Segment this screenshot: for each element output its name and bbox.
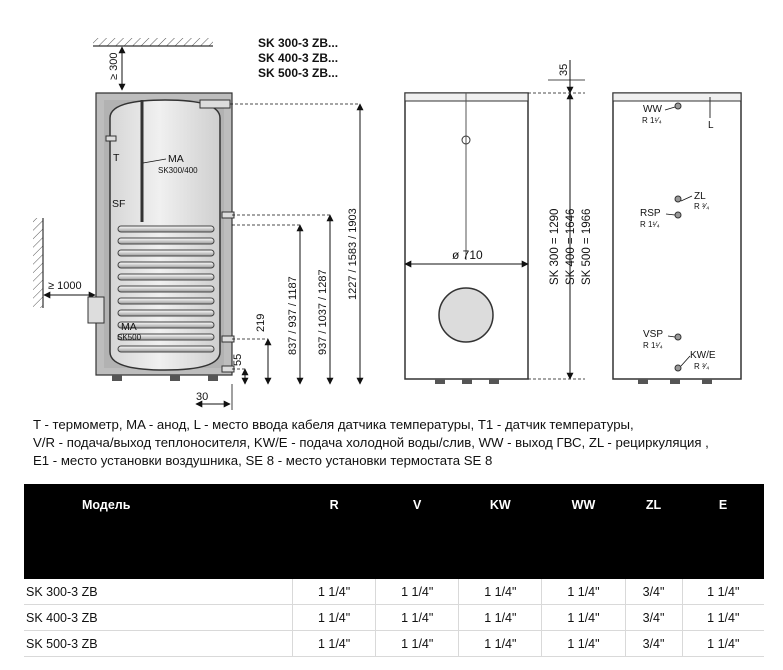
cell: 1 1/4" [293, 579, 376, 605]
dim-h-top: 1227 / 1583 / 1903 [347, 208, 359, 300]
dim-h-lower: 219 [255, 313, 267, 332]
label-ma-note: SK300/400 [158, 166, 198, 175]
cell: 3/4" [625, 579, 682, 605]
dim-diameter: ø 710 [452, 248, 483, 262]
cell: 1 1/4" [459, 579, 542, 605]
label-ma2-note: SK500 [117, 333, 142, 342]
legend-line-1: T - термометр, MA - анод, L - место ввода кабеля датчика температуры, T1 - датчик температуры, [33, 417, 634, 432]
label-rsp: RSP [640, 208, 661, 219]
cell-model: SK 400-3 ZB [24, 605, 293, 631]
dim-h-upper: 937 / 1037 / 1287 [317, 269, 329, 355]
col-ww: WW [542, 484, 625, 579]
label-ma2: MA [121, 321, 137, 333]
ceiling-hatch [93, 38, 213, 46]
label-l: L [708, 120, 714, 131]
table-row [24, 579, 764, 605]
cell: 1 1/4" [682, 605, 764, 631]
cell: 1 1/4" [542, 605, 625, 631]
svg-text:SK 300 = 1290: SK 300 = 1290 [549, 208, 561, 285]
label-rsp-size: R 1¹⁄₄ [640, 220, 660, 229]
tank-front [405, 93, 528, 384]
col-kw: KW [459, 484, 542, 579]
label-t: T [113, 152, 120, 164]
model-400: SK 400-3 ZB... [258, 51, 339, 65]
cell: 1 1/4" [682, 579, 764, 605]
dim-offset: 30 [196, 391, 209, 403]
table-row [24, 605, 764, 631]
wall-hatch [33, 218, 43, 308]
col-zl: ZL [625, 484, 682, 579]
clearance-side: ≥ 1000 [48, 280, 82, 292]
label-kwe: KW/E [690, 350, 716, 361]
model-300: SK 300-3 ZB... [258, 36, 339, 50]
label-kwe-size: R ³⁄₄ [694, 362, 710, 371]
table-row [24, 631, 764, 657]
col-v: V [376, 484, 459, 579]
cell-model: SK 500-3 ZB [24, 631, 293, 657]
dim-top-gap: 35 [558, 63, 570, 76]
cell: 3/4" [625, 605, 682, 631]
cell: 1 1/4" [459, 605, 542, 631]
label-ma: MA [168, 153, 184, 165]
connection-table [24, 484, 764, 657]
label-zl-size: R ³⁄₄ [694, 202, 710, 211]
tank-section [88, 93, 234, 381]
col-e: E [682, 484, 764, 579]
cell: 1 1/4" [293, 631, 376, 657]
cell: 1 1/4" [376, 579, 459, 605]
cell: 1 1/4" [682, 631, 764, 657]
cell: 1 1/4" [459, 631, 542, 657]
dim-h-bottom: 55 [232, 353, 244, 366]
col-model: Модель [24, 484, 293, 579]
label-vsp: VSP [643, 329, 664, 340]
label-vsp-size: R 1¹⁄₄ [643, 341, 663, 350]
legend-line-2: V/R - подача/выход теплоносителя, KW/E - подача холодной воды/слив, WW - выход ГВС, ZL - рециркуляция , [33, 435, 709, 450]
tank-side [613, 93, 741, 384]
legend-line-3: E1 - место установки воздушника, SE 8 - место установки термостата SE 8 [33, 453, 493, 468]
cell: 1 1/4" [376, 631, 459, 657]
label-zl: ZL [694, 191, 706, 202]
model-list [258, 36, 338, 80]
label-ww-size: R 1¹⁄₄ [642, 116, 662, 125]
svg-text:SK 400 = 1646: SK 400 = 1646 [565, 208, 577, 285]
dim-total-height [549, 209, 593, 285]
cell: 1 1/4" [376, 605, 459, 631]
table-header-row [24, 484, 764, 579]
legend [33, 416, 773, 470]
cell-model: SK 300-3 ZB [24, 579, 293, 605]
clearance-top: ≥ 300 [108, 52, 120, 80]
label-ww: WW [643, 104, 662, 115]
cell: 1 1/4" [542, 579, 625, 605]
dim-h-mid: 837 / 937 / 1187 [287, 276, 299, 355]
model-500: SK 500-3 ZB... [258, 66, 339, 80]
label-sf: SF [112, 198, 126, 210]
cell: 1 1/4" [542, 631, 625, 657]
cell: 3/4" [625, 631, 682, 657]
svg-text:SK 500 = 1966: SK 500 = 1966 [581, 208, 593, 285]
cell: 1 1/4" [293, 605, 376, 631]
col-r: R [293, 484, 376, 579]
